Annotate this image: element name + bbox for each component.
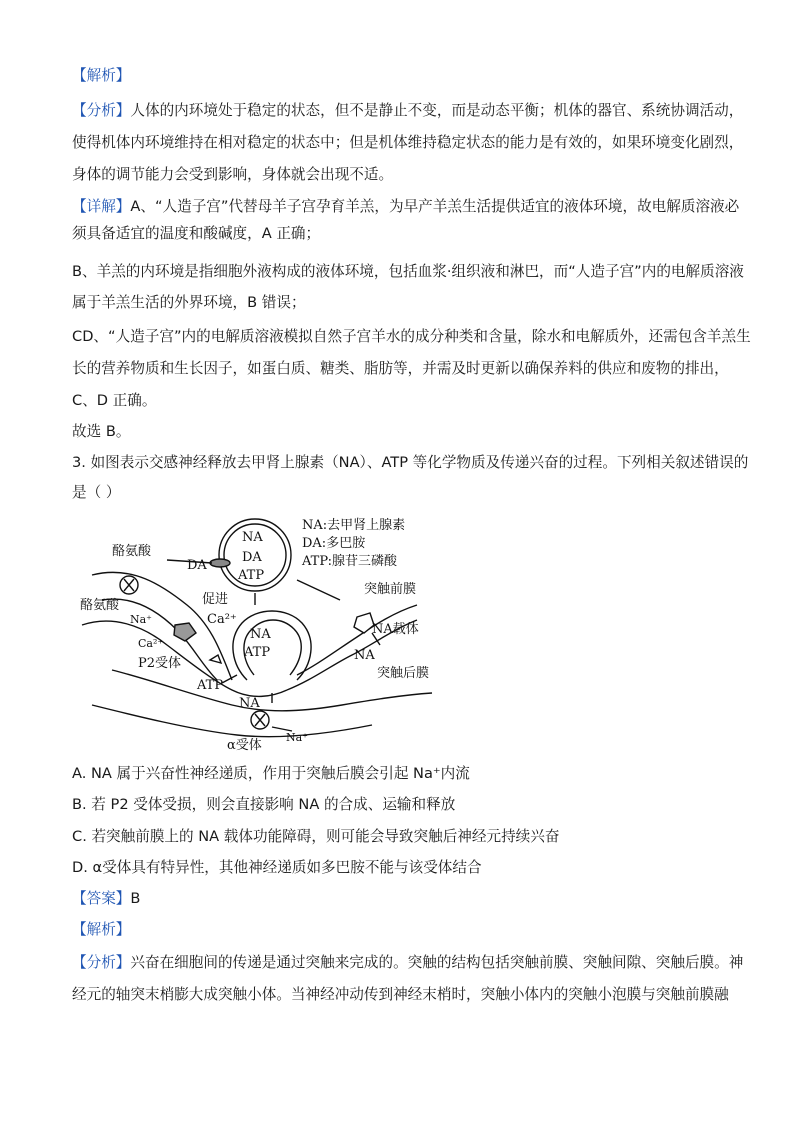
legend-atp: ATP:腺苷三磷酸 [302,554,398,569]
label-na-plus-2: Na⁺ [286,731,308,744]
label-ca-2: Ca²⁺ [138,637,164,650]
fenxi2-tag: 【分析】 [72,954,131,971]
xiangjie-line-3: B、羊羔的内环境是指细胞外液构成的液体环境，包括血浆·组织液和淋巴，而“人造子宫”内的电解质溶液 [72,263,744,280]
question-stem-1: 3. 如图表示交感神经释放去甲肾上腺素（NA）、ATP 等化学物质及传递兴奋的过程。下列相关叙述错误的 [72,454,749,471]
label-na-plus-1: Na⁺ [130,613,152,626]
legend-da: DA:多巴胺 [302,536,366,551]
label-na-bottom: NA [239,696,260,711]
label-postsyn: 突触后膜 [377,666,430,681]
jiexi-label: 【解析】 [72,67,131,84]
fenxi-tag: 【分析】 [72,102,131,119]
vesicle-top-da: DA [242,550,262,565]
xiangjie-tag: 【详解】 [72,198,131,215]
vesicle-top-atp: ATP [238,568,265,583]
fenxi-line-2: 使得机体内环境维持在相对稳定的状态中；但是机体维持稳定状态的能力是有效的，如果环境变化剧烈， [72,134,744,151]
xiangjie-line-7: C、D 正确。 [72,392,157,409]
option-c: C. 若突触前膜上的 NA 载体功能障碍，则可能会导致突触后神经元持续兴奋 [72,828,560,845]
jiexi-label-2: 【解析】 [72,921,131,938]
answer-tag: 【答案】 [72,890,131,907]
fenxi2-line-1: 【分析】兴奋在细胞间的传递是通过突触来完成的。突触的结构包括突触前膜、突触间隙、突触后膜。神 [72,954,744,971]
legend-na: NA:去甲肾上腺素 [302,518,406,533]
vesicle-top-na: NA [242,530,263,545]
xiangjie-line-8: 故选 B。 [72,423,131,440]
label-alpha: α受体 [227,738,262,753]
option-a: A. NA 属于兴奋性神经递质，作用于突触后膜会引起 Na⁺内流 [72,765,470,782]
xiangjie-line-5: CD、“人造子宫”内的电解质溶液模拟自然子宫羊水的成分种类和含量，除水和电解质外，还需包含羊羔生 [72,328,751,345]
fenxi-line-3: 身体的调节能力会受到影响，身体就会出现不适。 [72,166,394,183]
xiangjie-line-2: 须具备适宜的温度和酸碱度，A 正确； [72,225,321,242]
label-tyrosine-top: 酪氨酸 [112,544,152,559]
option-d: D. α受体具有特异性，其他神经递质如多巴胺不能与该受体结合 [72,859,482,876]
synapse-diagram [72,505,452,755]
label-na-carrier: NA载体 [372,622,419,637]
answer-line [72,889,140,909]
label-atp-out: ATP [197,678,224,693]
label-da: DA [187,558,207,573]
label-presyn: 突触前膜 [364,582,417,597]
fenxi-line-1: 【分析】人体的内环境处于稳定的状态，但不是静止不变，而是动态平衡；机体的器官、系统协调活动， [72,102,744,119]
label-p2: P2受体 [138,656,182,671]
label-ca-1: Ca²⁺ [207,612,237,627]
vesicle-mid-atp: ATP [244,645,271,660]
fenxi2-line-2: 经元的轴突末梢膨大成突触小体。当神经冲动传到神经末梢时，突触小体内的突触小泡膜与突触前膜融 [72,986,729,1003]
xiangjie-line-1: 【详解】A、“人造子宫”代替母羊子宫孕育羊羔，为早产羊羔生活提供适宜的液体环境，故电解质溶液必 [72,198,740,215]
xiangjie-line-6: 长的营养物质和生长因子，如蛋白质、糖类、脂肪等，并需及时更新以确保养料的供应和废物的排出， [72,360,729,377]
answer-value: B [130,890,141,907]
xiangjie-line-4: 属于羊羔生活的外界环境，B 错误； [72,294,306,311]
vesicle-mid-na: NA [250,627,271,642]
question-stem-2: 是（ ） [72,484,121,501]
option-b: B. 若 P2 受体受损，则会直接影响 NA 的合成、运输和释放 [72,796,456,813]
label-na-right: NA [354,648,375,663]
label-tyrosine-left: 酪氨酸 [80,598,120,613]
label-cujin: 促进 [202,592,229,607]
